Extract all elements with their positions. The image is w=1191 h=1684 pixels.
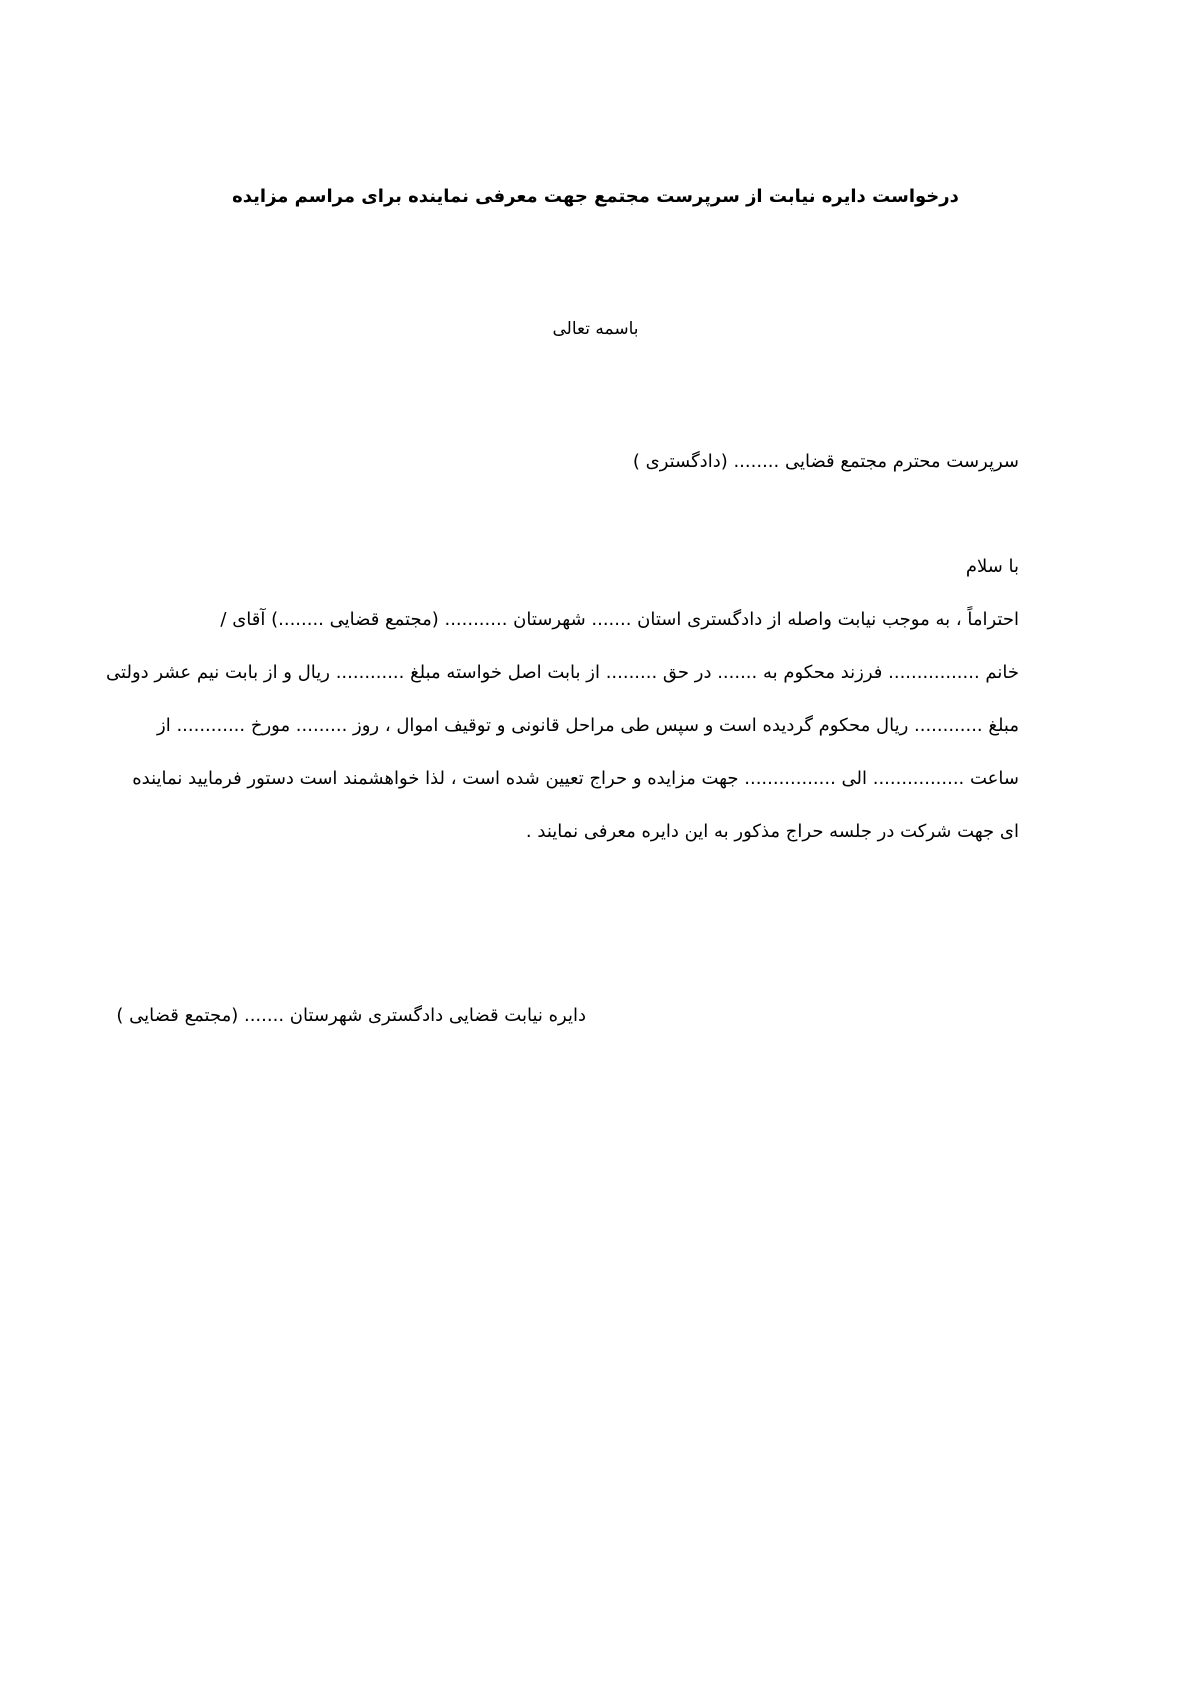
body-paragraph-line: ساعت ................ الی ................ جهت مزایده و حراج تعیین شده است ، لذا خواهشمند است دستور فرمایید نماینده (132, 768, 1019, 789)
addressee-line: سرپرست محترم مجتمع قضایی ........ (دادگستری ) (632, 451, 1019, 472)
document-title: درخواست دایره نیابت از سرپرست مجتمع جهت معرفی نماینده برای مراسم مزایده (232, 186, 959, 207)
body-paragraph-line: ای جهت شرکت در جلسه حراج مذکور به این دایره معرفی نمایند . (525, 821, 1019, 842)
signature-line: دایره نیابت قضایی دادگستری شهرستان ....... (مجتمع قضایی ) (116, 1005, 586, 1026)
invocation-text: باسمه تعالی (552, 319, 639, 339)
body-paragraph-line: مبلغ ............ ریال محکوم گردیده است و سپس طی مراحل قانونی و توقیف اموال ، روز ......... مورخ ............ از (157, 715, 1019, 736)
body-paragraph-line: احتراماً ، به موجب نیابت واصله از دادگستری استان ....... شهرستان ........... (مجتمع قضایی ........) آقای / (220, 609, 1019, 630)
body-paragraph-line: خانم ................ فرزند محکوم به ....... در حق ......... از بابت اصل خواسته مبلغ ............ ریال و از بابت نیم عشر دولتی (106, 662, 1019, 683)
greeting-line: با سلام (965, 556, 1019, 577)
